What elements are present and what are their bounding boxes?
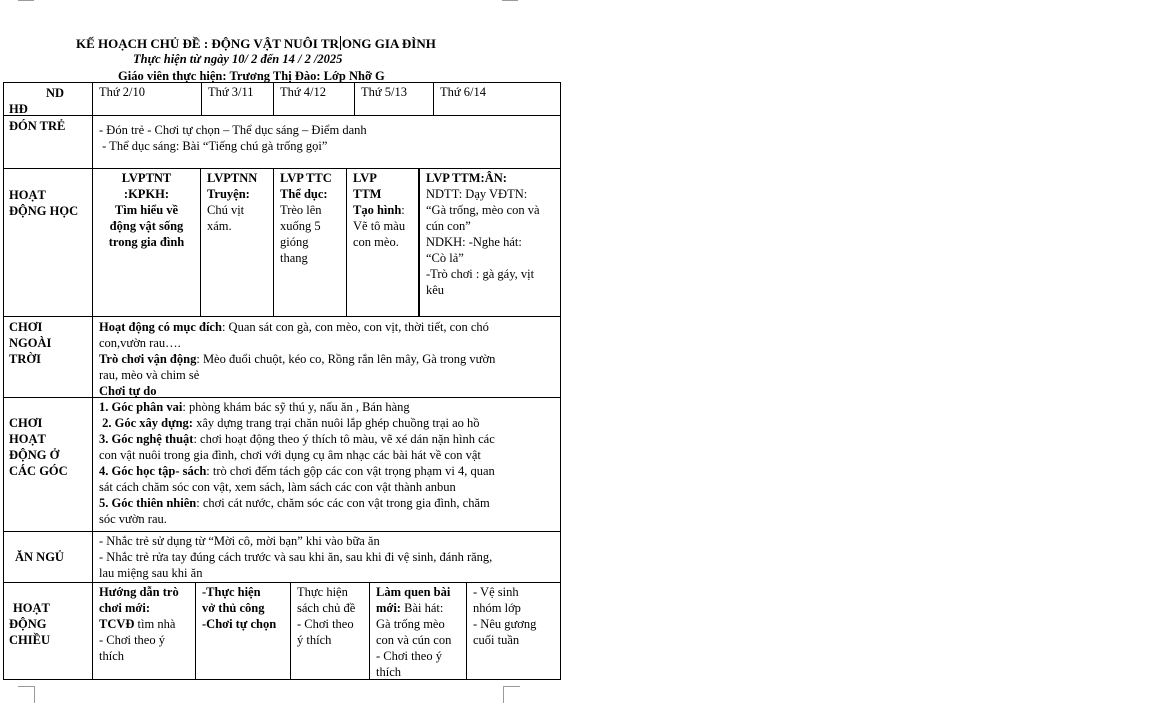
page-corner-mark	[18, 686, 35, 703]
row-label: HOẠT ĐỘNG CHIỀU	[4, 583, 93, 679]
plan-table	[3, 82, 561, 680]
document-title: KẾ HOẠCH CHỦ ĐỀ : ĐỘNG VẬT NUÔI TR ONG GIA ĐÌNH	[76, 36, 436, 51]
activity-tue: LVPTNN Truyện: Chú vịt xám.	[201, 169, 274, 316]
don-tre-row: ĐÓN TRẺ - Đón trẻ - Chơi tự chọn – Thể dục sáng – Điểm danh - Thể dục sáng: Bài “Tiếng chú gà trống gọi”	[3, 116, 561, 169]
choi-goc-row: CHƠI HOẠT ĐỘNG Ở CÁC GÓC 1. Góc phân vai: phòng khám bác sỹ thú y, nấu ăn , Bán hàng 2. Góc xây dựng: xây dựng trang trại chăn nuôi lắp ghép chuồng trại ao hồ 3. Góc nghệ thuật: chơi hoạt động theo ý thích tô màu, vẽ xé dán nặn hình các con vật nuôi trong gia đình, chơi với dụng cụ âm nhạc các bài hát về con vật 4. Góc học tập- sách: trò chơi đếm tách gộp các con vật trọng phạm vi 4, quan sát cách chăm sóc con vật, xem sách, làm sách các con vật thành anbun 5. Góc thiên nhiên: chơi cát nước, chăm sóc các con vật trong gia đình, chăm sóc vườn rau.	[3, 398, 561, 532]
day-header: Thứ 5/13	[355, 83, 434, 115]
activity-mon: LVPTNT :KPKH: Tìm hiểu về động vật sống trong gia đình	[93, 169, 201, 316]
page-corner-mark	[502, 0, 518, 1]
row-label: ĂN NGỦ	[4, 532, 93, 582]
day-header: Thứ 6/14	[440, 85, 487, 99]
day-header: Thứ 4/12	[274, 83, 355, 115]
afternoon-tue: -Thực hiện vở thủ công -Chơi tự chọn	[196, 583, 291, 679]
page-corner-mark	[18, 0, 34, 1]
afternoon-mon: Hướng dẫn trò chơi mới: TCVĐ tìm nhà - Chơi theo ý thích	[93, 583, 196, 679]
nd-hd-cell: ND HĐ	[4, 83, 93, 115]
activity-fri: LVP TTM:ÂN: NDTT: Dạy VĐTN: “Gà trống, mèo con và cún con” NDKH: -Nghe hát: “Cò lả” -Trò chơi : gà gáy, vịt kêu	[419, 169, 560, 316]
hoat-dong-chieu-row	[3, 583, 561, 680]
teacher-info: Giáo viên thực hiện: Trương Thị Đào: Lớp Nhỡ G	[118, 69, 385, 83]
day-header: Thứ 2/10	[93, 83, 202, 115]
table-header-row	[3, 82, 561, 116]
row-label: ĐÓN TRẺ	[4, 116, 93, 168]
an-ngu-row: ĂN NGỦ - Nhắc trẻ sử dụng từ “Mời cô, mời bạn” khi vào bữa ăn - Nhắc trẻ rửa tay đúng cách trước và sau khi ăn, sau khi đi vệ sinh, đánh răng, lau miệng sau khi ăn	[3, 532, 561, 583]
afternoon-thu: Làm quen bài mới: Bài hát: Gà trống mèo con và cún con - Chơi theo ý thích	[370, 583, 467, 679]
row-label: CHƠI NGOÀI TRỜI	[4, 317, 93, 397]
activity-thu: LVP TTM Tạo hình: Vẽ tô màu con mèo.	[347, 169, 419, 316]
afternoon-fri: - Vệ sinh nhóm lớp - Nêu gương cuối tuần	[473, 585, 537, 647]
page-corner-mark	[503, 686, 520, 703]
activity-wed: LVP TTC Thể dục: Trèo lên xuống 5 gióng thang	[274, 169, 347, 316]
hoat-dong-hoc-row	[3, 169, 561, 317]
row-label: HOẠT ĐỘNG HỌC	[4, 169, 93, 316]
afternoon-wed: Thực hiện sách chủ đề - Chơi theo ý thích	[291, 583, 370, 679]
row-label: CHƠI HOẠT ĐỘNG Ở CÁC GÓC	[4, 398, 93, 531]
document-subtitle: Thực hiện từ ngày 10/ 2 đến 14 / 2 /2025	[133, 52, 343, 66]
day-header: Thứ 3/11	[202, 83, 274, 115]
choi-ngoai-troi-row: CHƠI NGOÀI TRỜI Hoạt động có mục đích: Quan sát con gà, con mèo, con vịt, thời tiết, con chó con,vườn rau…. Trò chơi vận động: Mèo đuổi chuột, kéo co, Rồng rắn lên mây, Gà trong vườn rau, mèo và chim sẻ Chơi tự do	[3, 317, 561, 398]
text-cursor	[340, 36, 341, 50]
